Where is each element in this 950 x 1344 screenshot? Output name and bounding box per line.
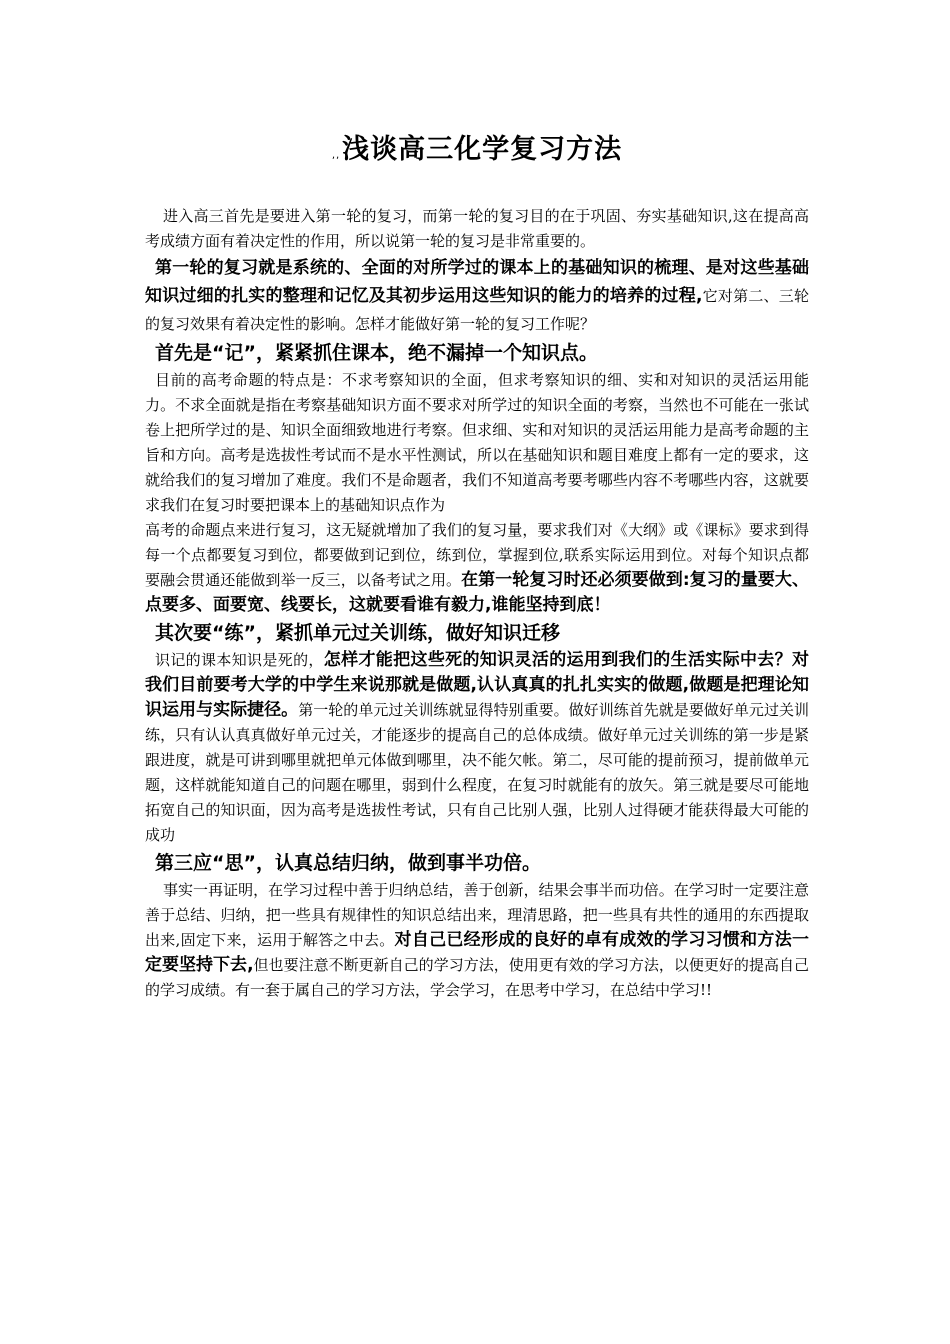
reflect-rest-text: 但也要注意不断更新自己的学习方法，使用更有效的学习方法，以便更好的提高自己的学习成绩。有一套于属自己的学习方法，学会学习，在思考中学习，在总结中学习!!: [145, 956, 809, 999]
practice-paragraph: [145, 648, 809, 848]
practice-bold-text: 怎样才能把这些死的知识灵活的运用到我们的生活实际中去？对我们目前要考大学的中学生来说那就是做题,认认真真的扎扎实实的做题,做题是把理论知识运用与实际捷径。: [145, 650, 809, 720]
memorize-bold-text: 在第一轮复习时还必须要做到:复习的量要大、点要多、面要宽、线要长，这就要看谁有毅力,谁能坚持到底！: [145, 570, 809, 615]
heading-practice: 其次要“练”，紧抓单元过关训练，做好知识迁移: [155, 622, 560, 644]
reflect-paragraph: [145, 878, 809, 1003]
heading-memorize: 首先是“记”，紧紧抓住课本，绝不漏掉一个知识点。: [155, 342, 598, 364]
reflect-bold-text: 对自己已经形成的良好的卓有成效的学习习惯和方法一定要坚持下去,: [145, 930, 809, 975]
practice-rest-text: 第一轮的单元过关训练就显得特别重要。做好训练首先就是要做好单元过关训练，只有认认真真做好单元过关，才能逐步的提高自己的总体成绩。做好单元过关训练的第一步是紧跟进度，就是可讲到哪里就把单元体做到哪里，决不能欠帐。第二，尽可能的提前预习，提前做单元题，这样就能知道自己的问题在哪里，弱到什么程度，在复习时就能有的放矢。第三就是要尽可能地拓宽自己的知识面，因为高考是选拔性考试，只有自己比别人强，比别人过得硬才能获得最大可能的成功: [145, 701, 809, 844]
memorize-continued-text: 高考的命题点来进行复习，这无疑就增加了我们的复习量，要求我们对《大纲》或《课标》要求到得每一个点都要复习到位，都要做到记到位，练到位，掌握到位,联系实际运用到位。对每个知识点都要融会贯通还能做到举一反三，以备考试之用。: [145, 521, 809, 589]
first-round-paragraph: [145, 254, 809, 338]
title-mark: ,,: [331, 150, 341, 161]
heading-reflect: 第三应“思”，认真总结归纳，做到事半功倍。: [155, 852, 541, 874]
document-page: [145, 120, 809, 1003]
first-round-bold-text: 第一轮的复习就是系统的、全面的对所学过的课本上的基础知识的梳理、是对这些基础知识过细的扎实的整理和记忆及其初步运用这些知识的能力的培养的过程,: [145, 258, 809, 306]
practice-lead-text: 识记的课本知识是死的，: [155, 651, 324, 669]
reflect-lead-text: 事实一再证明，在学习过程中善于归纳总结，善于创新，结果会事半而功倍。在学习时一定要注意善于总结、归纳，把一些具有规律性的知识总结出来，理清思路，把一些具有共性的通用的东西提取出来,固定下来，运用于解答之中去。: [145, 881, 809, 949]
memorize-paragraph: 目前的高考命题的特点是：不求考察知识的全面，但求考察知识的细、实和对知识的灵活运用能力。不求全面就是指在考察基础知识方面不要求对所学过的知识全面的考察，当然也不可能在一张试卷上把所学过的是、知识全面细致地进行考察。但求细、实和对知识的灵活运用能力是高考命题的主旨和方向。高考是选拔性考试而不是水平性测试，所以在基础知识和题目难度上都有一定的要求，这就给我们的复习增加了难度。我们不是命题者，我们不知道高考要考哪些内容不考哪些内容，这就要求我们在复习时要把课本上的基础知识点作为: [145, 371, 809, 514]
memorize-paragraph-continued: [145, 518, 809, 618]
title-text: 浅谈高三化学复习方法: [342, 134, 623, 165]
document-title: [145, 130, 809, 176]
intro-paragraph: 进入高三首先是要进入第一轮的复习，而第一轮的复习目的在于巩固、夯实基础知识,这在提高高考成绩方面有着决定性的作用，所以说第一轮的复习是非常重要的。: [145, 207, 809, 250]
first-round-rest-text: 它对第二、三轮的复习效果有着决定性的影响。怎样才能做好第一轮的复习工作呢？: [145, 287, 809, 333]
